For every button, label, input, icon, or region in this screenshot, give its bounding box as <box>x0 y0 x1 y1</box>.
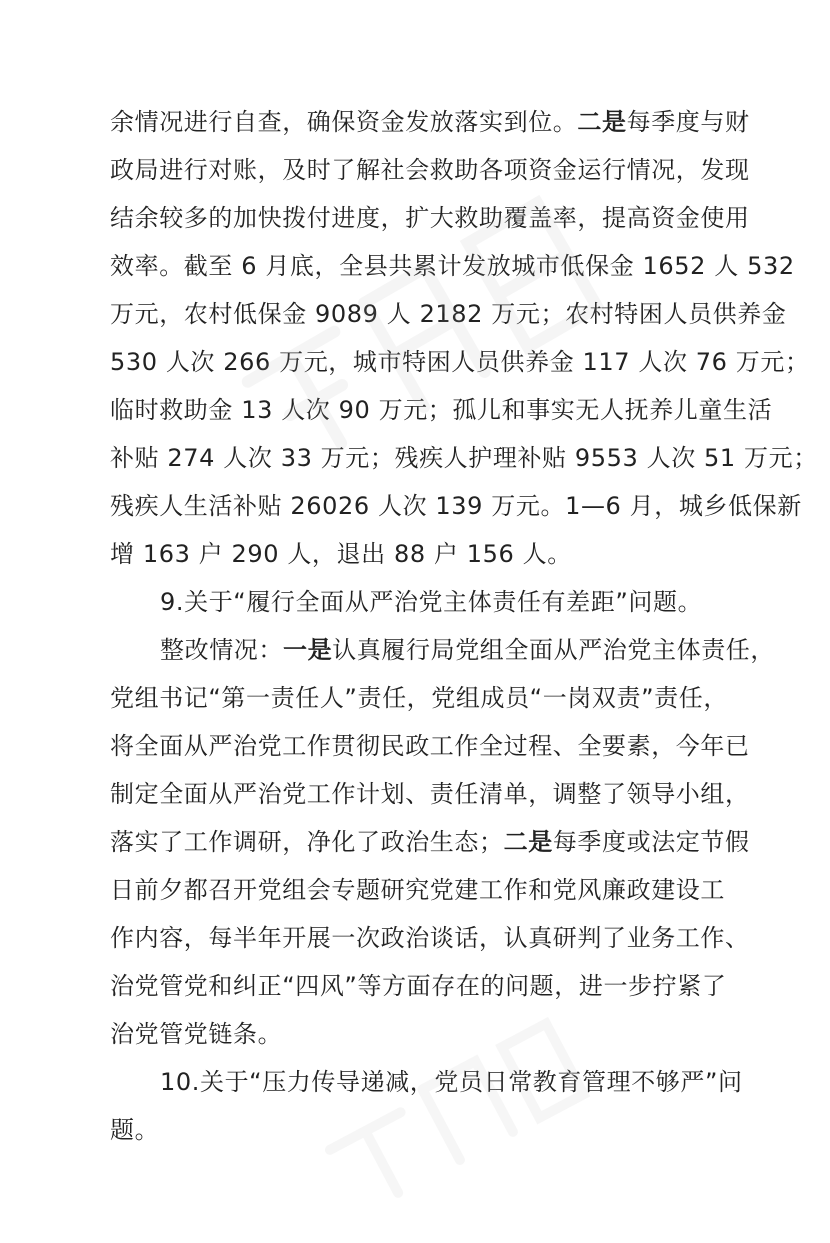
line-text: 530 人次 266 万元，城市特困人员供养金 117 人次 76 万元； <box>110 348 810 376</box>
line-text: 整改情况： <box>160 636 283 664</box>
heading-text: 9.关于“履行全面从严治党主体责任有差距”问题。 <box>160 588 703 616</box>
paragraph-line-15 <box>110 774 750 814</box>
paragraph-line-20 <box>110 1014 710 1054</box>
line-text: 临时救助金 13 人次 90 万元；孤儿和事实无人抚养儿童生活 <box>110 396 773 424</box>
paragraph-line-1 <box>110 102 750 142</box>
paragraph-line-17 <box>110 870 725 910</box>
line-text: 作内容，每半年开展一次政治谈话，认真研判了业务工作、 <box>110 924 750 952</box>
paragraph-line-4 <box>110 246 795 286</box>
paragraph-line-3 <box>110 198 750 238</box>
heading-text: 10.关于“压力传导递减，党员日常教育管理不够严”问 <box>160 1068 743 1096</box>
line-text: 党组书记“第一责任人”责任，党组成员“一岗双责”责任， <box>110 684 728 712</box>
line-text: 余情况进行自查，确保资金发放落实到位。 <box>110 108 578 136</box>
line-text: 治党管党和纠正“四风”等方面存在的问题，进一步拧紧了 <box>110 972 727 1000</box>
emphasis-text: 二是 <box>503 828 553 856</box>
line-text: 结余较多的加快拨付进度，扩大救助覆盖率，提高资金使用 <box>110 204 750 232</box>
line-text: 效率。截至 6 月底，全县共累计发放城市低保金 1652 人 532 <box>110 252 795 280</box>
paragraph-line-16 <box>110 822 750 862</box>
line-text: 每季度或法定节假 <box>552 828 750 856</box>
paragraph-line-7 <box>110 390 773 430</box>
line-text: 每季度与财 <box>626 108 750 136</box>
line-text: 增 163 户 290 人，退出 88 户 156 人。 <box>110 540 572 568</box>
line-text: 日前夕都召开党组会专题研究党建工作和党风廉政建设工 <box>110 876 725 904</box>
line-text: 治党管党链条。 <box>110 1020 283 1048</box>
paragraph-line-14 <box>110 726 750 766</box>
paragraph-line-22 <box>110 1110 710 1150</box>
section-heading-10 <box>160 1062 743 1102</box>
paragraph-line-19 <box>110 966 727 1006</box>
paragraph-line-10 <box>110 534 710 574</box>
paragraph-line-12 <box>160 630 776 670</box>
line-text: 认真履行局党组全面从严治党主体责任， <box>332 636 776 664</box>
paragraph-line-6 <box>110 342 810 382</box>
line-text: 政局进行对账，及时了解社会救助各项资金运行情况，发现 <box>110 156 750 184</box>
line-text: 题。 <box>110 1116 160 1144</box>
line-text: 将全面从严治党工作贯彻民政工作全过程、全要素，今年已 <box>110 732 750 760</box>
section-heading-9 <box>160 582 710 622</box>
line-text: 制定全面从严治党工作计划、责任清单，调整了领导小组， <box>110 780 750 808</box>
line-text: 残疾人生活补贴 26026 人次 139 万元。1—6 月，城乡低保新 <box>110 492 802 520</box>
paragraph-line-8 <box>110 438 818 478</box>
line-text: 万元，农村低保金 9089 人 2182 万元；农村特困人员供养金 <box>110 300 787 328</box>
paragraph-line-5 <box>110 294 787 334</box>
line-text: 落实了工作调研，净化了政治生态； <box>110 828 504 856</box>
paragraph-line-9 <box>110 486 802 526</box>
paragraph-line-13 <box>110 678 728 718</box>
line-text: 补贴 274 人次 33 万元；残疾人护理补贴 9553 人次 51 万元； <box>110 444 818 472</box>
paragraph-line-18 <box>110 918 750 958</box>
emphasis-text: 一是 <box>283 636 333 664</box>
emphasis-text: 二是 <box>577 108 627 136</box>
paragraph-line-2 <box>110 150 750 190</box>
